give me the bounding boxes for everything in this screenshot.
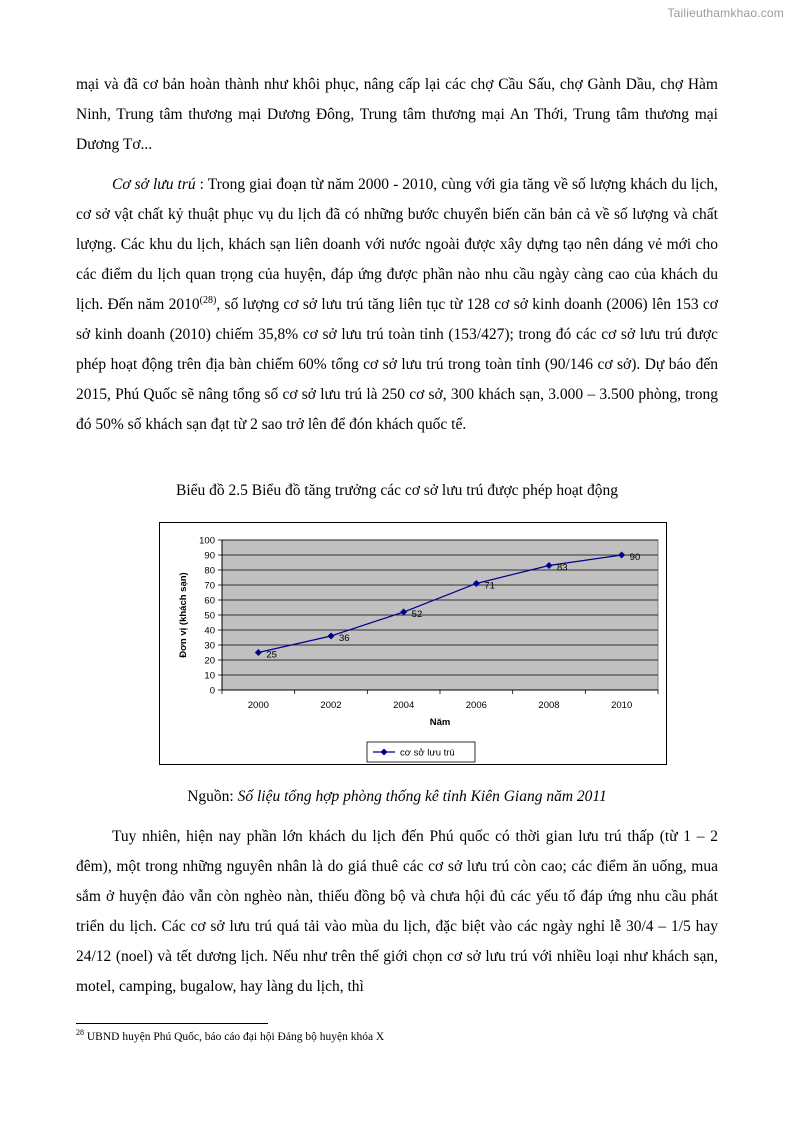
- y-tick-label: 90: [204, 550, 215, 562]
- footnote-divider: [76, 1023, 268, 1024]
- source-text: Số liệu tổng hợp phòng thống kê tỉnh Kiên Giang năm 2011: [237, 788, 607, 805]
- legend-label: cơ sở lưu trú: [400, 747, 455, 759]
- y-tick-label: 20: [204, 655, 215, 667]
- footnote-number: 28: [76, 1028, 84, 1038]
- data-label: 52: [411, 609, 423, 620]
- data-label: 71: [484, 580, 495, 592]
- y-tick-label: 30: [204, 640, 215, 652]
- data-label: 25: [266, 649, 277, 661]
- chart-frame: [159, 522, 667, 765]
- paragraph-2: [76, 170, 718, 440]
- y-tick-label: 50: [204, 610, 215, 622]
- y-tick-label: 80: [204, 565, 215, 577]
- source-label: Nguồn:: [187, 788, 238, 805]
- paragraph-3: Tuy nhiên, hiện nay phần lớn khách du lịch đến Phú quốc có thời gian lưu trú thấp (từ 1 – 2 đêm), một trong những nguyên nhân là do giá thuê các cơ sở lưu trú còn cao; các điểm ăn uống, mua sắm ở huyện đảo vẫn còn nghèo nàn, thiếu đồng bộ và chưa hội đủ các yếu tố đáp ứng nhu cầu phát triển du lịch. Các cơ sở lưu trú quá tải vào mùa du lịch, đặc biệt vào các ngày nghỉ lễ 30/4 – 1/5 hay 24/12 (noel) và tết dương lịch. Nếu như trên thế giới chọn cơ sở lưu trú với nhiều loại như khách sạn, motel, camping, bugalow, hay làng du lịch, thì: [76, 828, 718, 995]
- chart-caption: Biểu đồ 2.5 Biểu đồ tăng trưởng các cơ sở lưu trú được phép hoạt động: [176, 482, 618, 499]
- y-tick-label: 40: [204, 625, 215, 637]
- paragraph-2-text-a: : Trong giai đoạn từ năm 2000 - 2010, cùng với gia tăng về số lượng khách du lịch, cơ sở vật chất kỷ thuật phục vụ du lịch đã có những bước chuyển biến căn bản cả về số lượng và chất lượng. Các khu du lịch, khách sạn liên doanh với nước ngoài được xây dựng tạo nên dáng vẻ mới cho các điểm du lịch quan trọng của huyện, đáp ứng được phần nào nhu cầu ngày càng cao của khách du lịch. Đến năm 2010: [76, 176, 718, 313]
- x-axis-title: Năm: [429, 717, 451, 728]
- paragraph-2-text-b: , số lượng cơ sở lưu trú tăng liên tục từ 128 cơ sở kinh doanh (2006) lên 153 cơ sở kinh doanh (2010) chiếm 35,8% cơ sở lưu trú toàn tỉnh (153/427); trong đó các cơ sở lưu trú được phép hoạt động trên địa bàn chiếm 60% tổng cơ sở lưu trú trong toàn tỉnh (90/146 cơ sở). Dự báo đến 2015, Phú Quốc sẽ nâng tổng số cơ sở lưu trú là 250 cơ sở, 300 khách sạn, 3.000 – 3.500 phòng, trong đó 50% số khách sạn đạt từ 2 sao trở lên để đón khách quốc tế.: [76, 296, 718, 433]
- data-label: 36: [339, 633, 350, 644]
- x-tick-label: 2000: [247, 700, 269, 711]
- y-tick-label: 60: [204, 595, 215, 607]
- watermark-text: Tailieuthamkhao.com: [667, 6, 784, 20]
- data-label: 90: [629, 552, 641, 563]
- x-tick-label: 2010: [611, 700, 633, 711]
- footnote-reference[interactable]: (28): [199, 294, 217, 306]
- x-tick-label: 2004: [393, 700, 415, 711]
- data-label: 83: [557, 562, 568, 574]
- paragraph-1: mại và đã cơ bản hoàn thành như khôi phục, nâng cấp lại các chợ Cầu Sấu, chợ Gành Dầu, chợ Hàm Ninh, Trung tâm thương mại Dương Đông, Trung tâm thương mại An Thới, Trung tâm thương mại Dương Tơ...: [76, 76, 718, 153]
- footnote-text: UBND huyện Phú Quốc, báo cáo đại hội Đảng bộ huyện khóa X: [84, 1031, 385, 1043]
- y-tick-label: 0: [209, 685, 215, 697]
- y-tick-label: 10: [204, 670, 215, 682]
- y-tick-label: 100: [199, 535, 215, 547]
- x-tick-label: 2002: [320, 700, 342, 711]
- y-axis-title: Đơn vị (khách sạn): [178, 572, 189, 658]
- chart-source: [76, 788, 718, 806]
- accommodation-growth-chart: [160, 523, 666, 764]
- x-tick-label: 2006: [465, 700, 487, 711]
- x-tick-label: 2008: [538, 700, 560, 711]
- y-tick-label: 70: [204, 580, 215, 592]
- paragraph-2-lead: Cơ sở lưu trú: [112, 176, 196, 193]
- footnote: [76, 1028, 718, 1043]
